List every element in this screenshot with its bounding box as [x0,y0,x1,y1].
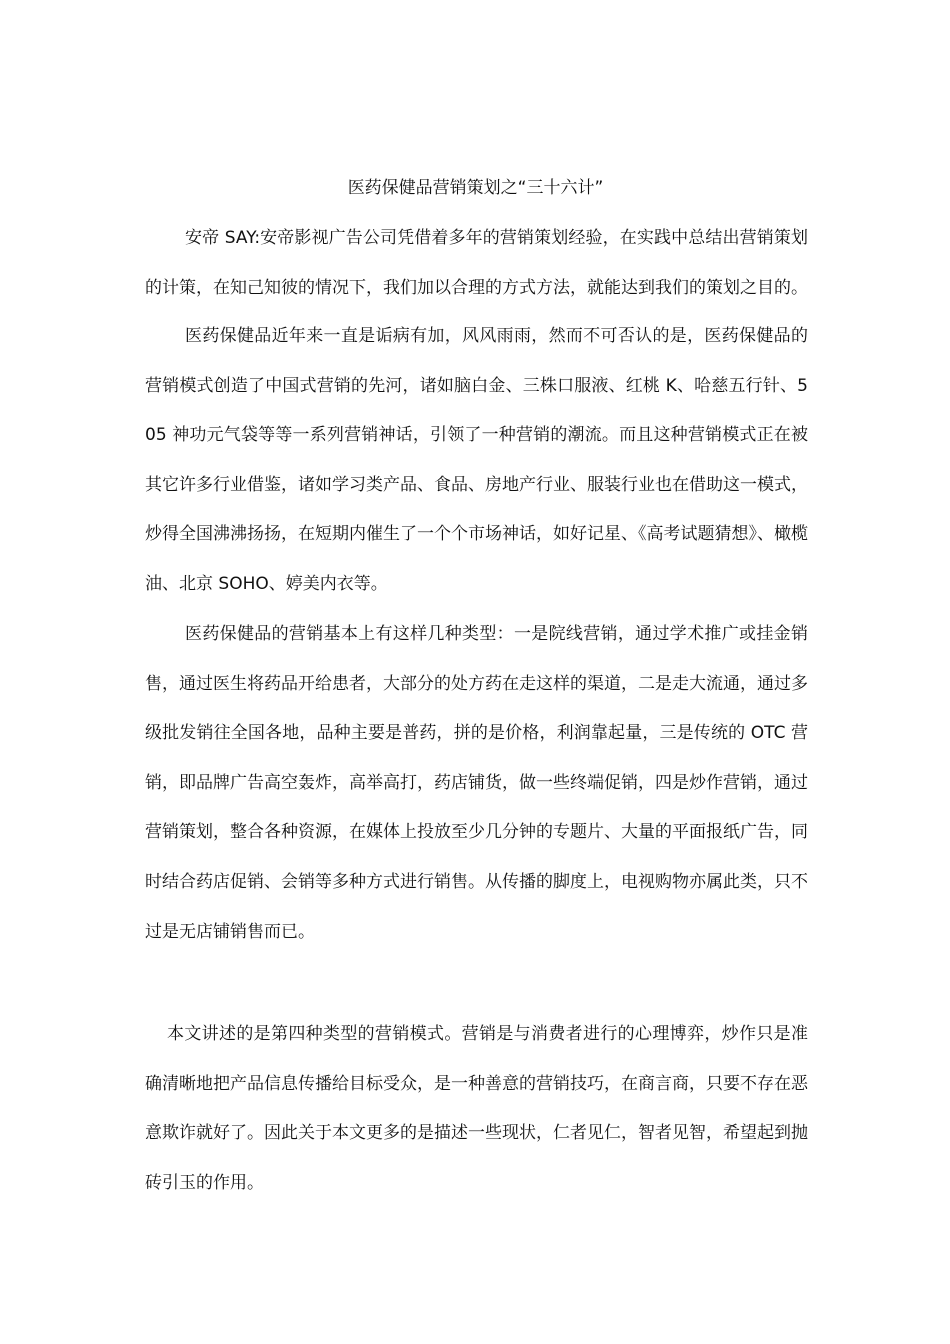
paragraph-marketing-types: 医药保健品的营销基本上有这样几种类型：一是院线营销，通过学术推广或挂金销售，通过医生将药品开给患者，大部分的处方药在走这样的渠道，二是走大流通，通过多级批发销往全国各地，品种主要是普药，拼的是价格，利润靠起量，三是传统的 OTC 营销，即品牌广告高空轰炸，高举高打，药店铺货，做一些终端促销，四是炒作营销，通过营销策划，整合各种资源，在媒体上投放至少几分钟的专题片、大量的平面报纸广告，同时结合药店促销、会销等多种方式进行销售。从传播的脚度上，电视购物亦属此类，只不过是无店铺销售而已。 [145,624,808,942]
paragraph-article-scope: 本文讲述的是第四种类型的营销模式。营销是与消费者进行的心理博弈，炒作只是准确清晰地把产品信息传播给目标受众，是一种善意的营销技巧，在商言商，只要不存在恶意欺诈就好了。因此关于本文更多的是描述一些现状，仁者见仁，智者见智，希望起到抛砖引玉的作用。 [145,1024,808,1193]
paragraph-intro: 安帝 SAY:安帝影视广告公司凭借着多年的营销策划经验，在实践中总结出营销策划的计策，在知己知彼的情况下，我们加以合理的方式方法，就能达到我们的策划之目的。 [145,228,808,298]
document-title: 医药保健品营销策划之“三十六计” [347,178,604,198]
paragraph-industry-overview: 医药保健品近年来一直是诟病有加，风风雨雨，然而不可否认的是，医药保健品的营销模式创造了中国式营销的先河，诸如脑白金、三株口服液、红桃 K、哈慈五行针、505 神功元气袋等等一系列营销神话，引领了一种营销的潮流。而且这种营销模式正在被其它许多行业借鉴，诸如学习类产品、食品、房地产行业、服装行业也在借助这一模式，炒得全国沸沸扬扬，在短期内催生了一个个市场神话，如好记星、《高考试题猜想》、橄榄油、北京 SOHO、婷美内衣等。 [145,326,808,594]
